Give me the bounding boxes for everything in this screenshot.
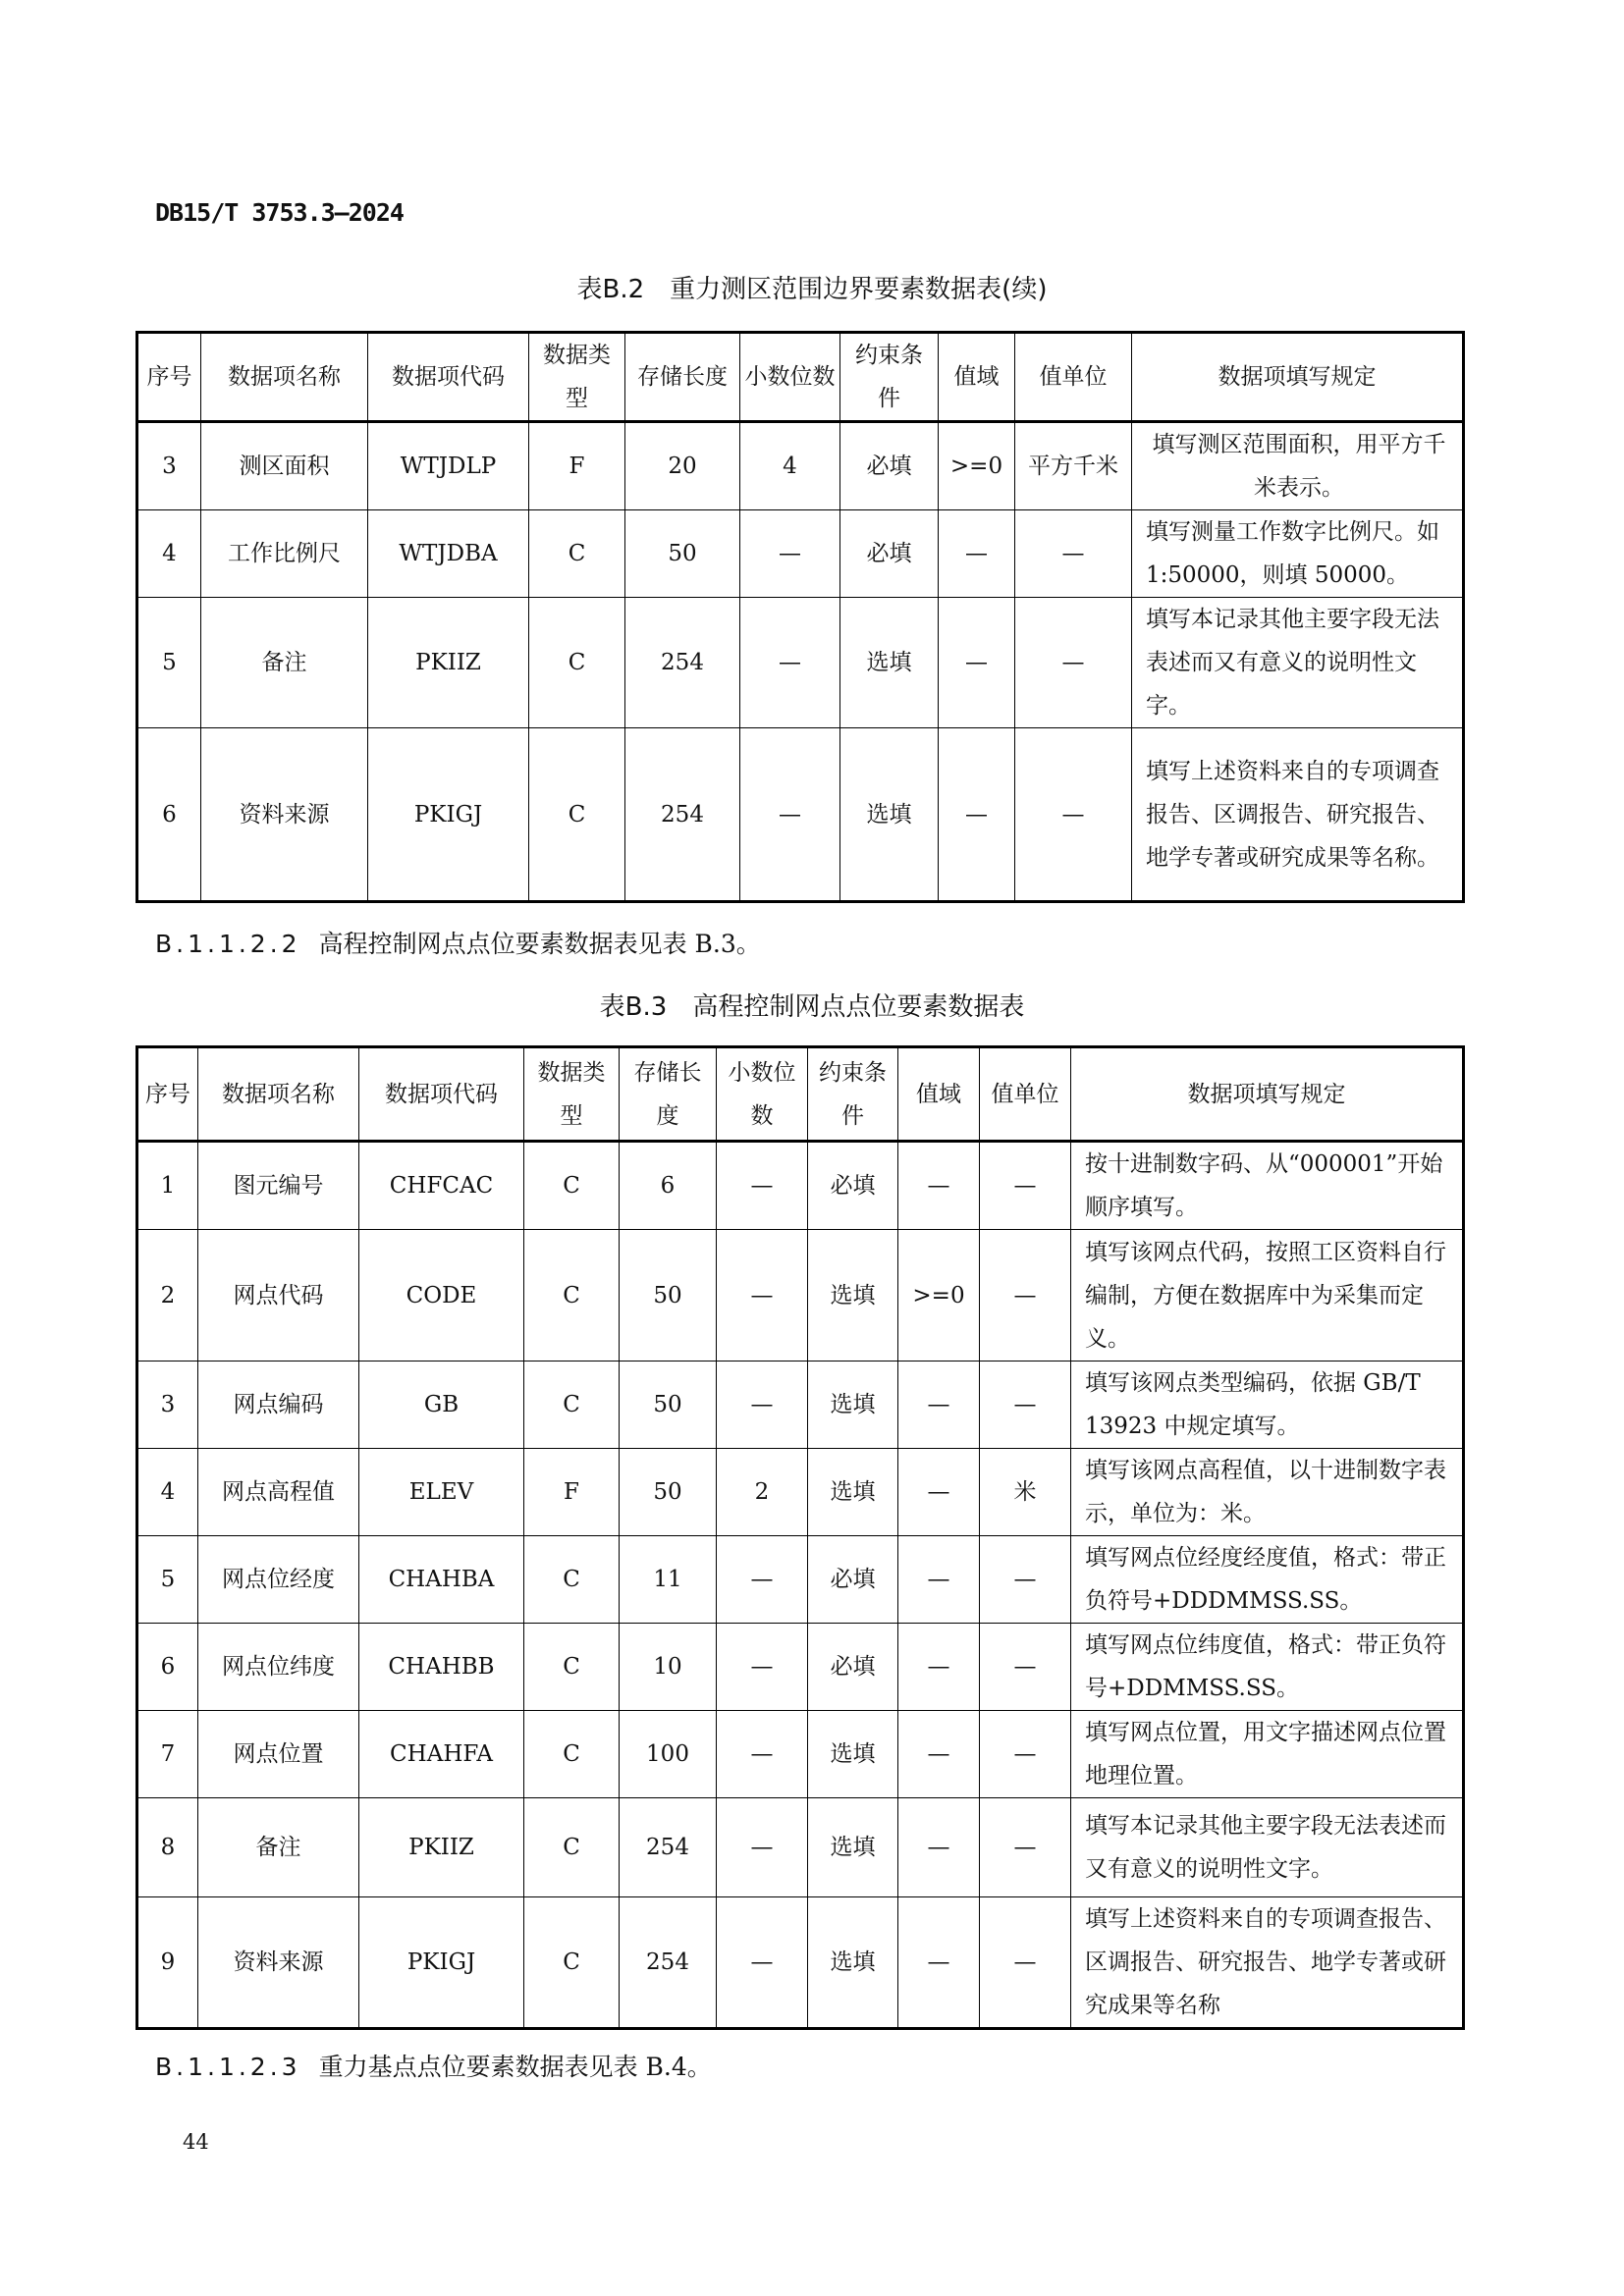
table-cell: 备注	[198, 1798, 359, 1897]
table-cell: 254	[620, 1798, 717, 1897]
table-cell: 填写该网点高程值，以十进制数字表示，单位为：米。	[1071, 1449, 1464, 1536]
table-cell: 254	[625, 728, 740, 902]
table-cell: 网点编码	[198, 1362, 359, 1449]
table-cell: —	[740, 598, 840, 728]
table-cell: —	[980, 1624, 1071, 1711]
table-cell: 填写该网点代码，按照工区资料自行编制，方便在数据库中为采集而定义。	[1071, 1230, 1464, 1362]
table-cell: —	[980, 1711, 1071, 1798]
table-cell: >=0	[939, 422, 1015, 510]
table-cell: 50	[620, 1362, 717, 1449]
table-cell: 备注	[201, 598, 368, 728]
table-cell: 必填	[808, 1142, 898, 1230]
table-cell: 填写本记录其他主要字段无法表述而又有意义的说明性文字。	[1132, 598, 1464, 728]
section-number: B.1.1.2.2	[155, 930, 301, 958]
column-header: 数据项代码	[359, 1047, 524, 1142]
column-header: 约束条件	[808, 1047, 898, 1142]
table-cell: 2	[137, 1230, 198, 1362]
column-header: 数据项填写规定	[1071, 1047, 1464, 1142]
column-header: 存储长度	[620, 1047, 717, 1142]
table-cell: 必填	[840, 510, 939, 598]
table-cell: —	[980, 1142, 1071, 1230]
table-cell: —	[717, 1362, 808, 1449]
table-cell: —	[717, 1624, 808, 1711]
table-cell: C	[529, 728, 625, 902]
table-cell: 254	[625, 598, 740, 728]
table-cell: 100	[620, 1711, 717, 1798]
table-cell: 填写测量工作数字比例尺。如 1:50000，则填 50000。	[1132, 510, 1464, 598]
table-header-row	[137, 333, 1464, 422]
table-cell: —	[898, 1449, 980, 1536]
table-cell: —	[717, 1142, 808, 1230]
table-cell: CHAHBB	[359, 1624, 524, 1711]
table-cell: 米	[980, 1449, 1071, 1536]
table-cell: CODE	[359, 1230, 524, 1362]
table-row	[137, 1711, 1464, 1798]
table-cell: —	[980, 1362, 1071, 1449]
table-cell: 必填	[808, 1536, 898, 1624]
table-row	[137, 1798, 1464, 1897]
table-row	[137, 510, 1464, 598]
table-cell: ELEV	[359, 1449, 524, 1536]
table-cell: 254	[620, 1897, 717, 2029]
column-header: 数据项填写规定	[1132, 333, 1464, 422]
table-cell: 选填	[808, 1897, 898, 2029]
table-cell: C	[529, 510, 625, 598]
table-cell: —	[939, 728, 1015, 902]
table-cell: 6	[137, 1624, 198, 1711]
table-cell: C	[524, 1897, 620, 2029]
column-header: 约束条件	[840, 333, 939, 422]
column-header: 序号	[137, 1047, 198, 1142]
section-text: 高程控制网点点位要素数据表见表 B.3。	[318, 930, 761, 958]
table-cell: 10	[620, 1624, 717, 1711]
table-cell: 8	[137, 1798, 198, 1897]
table-cell: 填写上述资料来自的专项调查报告、区调报告、研究报告、地学专著或研究成果等名称。	[1132, 728, 1464, 902]
table-cell: 资料来源	[198, 1897, 359, 2029]
table-cell: —	[717, 1536, 808, 1624]
table-cell: >=0	[898, 1230, 980, 1362]
table-cell: 50	[625, 510, 740, 598]
table-cell: —	[980, 1230, 1071, 1362]
table-cell: —	[717, 1711, 808, 1798]
table-cell: 9	[137, 1897, 198, 2029]
table-cell: —	[939, 598, 1015, 728]
table-cell: 网点位经度	[198, 1536, 359, 1624]
column-header: 数据类型	[529, 333, 625, 422]
table-row	[137, 1536, 1464, 1624]
table-row	[137, 422, 1464, 510]
column-header: 小数位数	[740, 333, 840, 422]
table-row	[137, 1897, 1464, 2029]
page-number: 44	[183, 2130, 209, 2154]
table-cell: 选填	[840, 728, 939, 902]
column-header: 数据项名称	[201, 333, 368, 422]
table-b2-caption: 表B.2 重力测区范围边界要素数据表(续)	[576, 275, 1048, 304]
table-cell: 选填	[808, 1362, 898, 1449]
column-header: 值单位	[980, 1047, 1071, 1142]
table-cell: —	[717, 1897, 808, 2029]
table-cell: 2	[717, 1449, 808, 1536]
table-cell: F	[529, 422, 625, 510]
table-cell: 7	[137, 1711, 198, 1798]
table-cell: 平方千米	[1015, 422, 1132, 510]
table-row	[137, 1142, 1464, 1230]
table-cell: PKIGJ	[368, 728, 529, 902]
table-cell: 网点高程值	[198, 1449, 359, 1536]
table-cell: 5	[137, 598, 201, 728]
table-cell: 网点位置	[198, 1711, 359, 1798]
table-cell: 50	[620, 1449, 717, 1536]
column-header: 值单位	[1015, 333, 1132, 422]
table-b2	[135, 331, 1465, 903]
table-cell: C	[524, 1230, 620, 1362]
table-cell: 50	[620, 1230, 717, 1362]
table-cell: CHAHFA	[359, 1711, 524, 1798]
table-cell: 20	[625, 422, 740, 510]
table-cell: —	[980, 1798, 1071, 1897]
table-cell: C	[524, 1362, 620, 1449]
table-row	[137, 1362, 1464, 1449]
table-cell: 填写上述资料来自的专项调查报告、区调报告、研究报告、地学专著或研究成果等名称	[1071, 1897, 1464, 2029]
table-cell: —	[980, 1536, 1071, 1624]
section-number: B.1.1.2.3	[155, 2053, 301, 2081]
table-cell: 填写网点位经度经度值，格式：带正负符号+DDDMMSS.SS。	[1071, 1536, 1464, 1624]
table-row	[137, 1624, 1464, 1711]
table-cell: —	[898, 1798, 980, 1897]
table-cell: —	[717, 1798, 808, 1897]
document-id: DB15/T 3753.3—2024	[155, 198, 404, 227]
table-cell: CHFCAC	[359, 1142, 524, 1230]
table-cell: —	[898, 1536, 980, 1624]
column-header: 数据项代码	[368, 333, 529, 422]
table-cell: 5	[137, 1536, 198, 1624]
table-cell: F	[524, 1449, 620, 1536]
column-header: 序号	[137, 333, 201, 422]
table-cell: —	[898, 1711, 980, 1798]
table-cell: —	[898, 1142, 980, 1230]
table-row	[137, 1449, 1464, 1536]
table-cell: 4	[740, 422, 840, 510]
table-cell: —	[1015, 598, 1132, 728]
table-cell: 网点代码	[198, 1230, 359, 1362]
table-cell: 必填	[808, 1624, 898, 1711]
table-cell: 按十进制数字码、从“000001”开始顺序填写。	[1071, 1142, 1464, 1230]
table-cell: 填写该网点类型编码，依据 GB/T 13923 中规定填写。	[1071, 1362, 1464, 1449]
table-row	[137, 1230, 1464, 1362]
table-cell: 11	[620, 1536, 717, 1624]
table-cell: C	[524, 1798, 620, 1897]
table-cell: 选填	[840, 598, 939, 728]
section-paragraph	[155, 925, 761, 960]
table-cell: C	[524, 1711, 620, 1798]
section-text: 重力基点点位要素数据表见表 B.4。	[318, 2053, 712, 2081]
table-cell: WTJDLP	[368, 422, 529, 510]
column-header: 数据项名称	[198, 1047, 359, 1142]
table-cell: —	[980, 1897, 1071, 2029]
table-cell: C	[524, 1536, 620, 1624]
table-cell: 选填	[808, 1711, 898, 1798]
table-cell: —	[939, 510, 1015, 598]
column-header: 数据类型	[524, 1047, 620, 1142]
table-cell: C	[529, 598, 625, 728]
table-cell: PKIGJ	[359, 1897, 524, 2029]
table-cell: 6	[137, 728, 201, 902]
table-cell: —	[898, 1362, 980, 1449]
table-cell: 4	[137, 510, 201, 598]
table-cell: 工作比例尺	[201, 510, 368, 598]
table-cell: —	[898, 1897, 980, 2029]
table-cell: 网点位纬度	[198, 1624, 359, 1711]
table-header-row	[137, 1047, 1464, 1142]
table-cell: 6	[620, 1142, 717, 1230]
column-header: 值域	[898, 1047, 980, 1142]
table-b3-caption: 表B.3 高程控制网点点位要素数据表	[599, 992, 1025, 1022]
table-cell: 填写测区范围面积，用平方千米表示。	[1132, 422, 1464, 510]
table-cell: —	[1015, 510, 1132, 598]
table-cell: 选填	[808, 1798, 898, 1897]
table-cell: 填写网点位纬度值，格式：带正负符号+DDMMSS.SS。	[1071, 1624, 1464, 1711]
table-cell: 3	[137, 422, 201, 510]
table-cell: 必填	[840, 422, 939, 510]
column-header: 小数位数	[717, 1047, 808, 1142]
table-cell: PKIIZ	[359, 1798, 524, 1897]
table-cell: —	[740, 728, 840, 902]
section-paragraph	[155, 2048, 712, 2083]
table-b3	[135, 1045, 1465, 2030]
table-cell: 资料来源	[201, 728, 368, 902]
table-cell: 选填	[808, 1449, 898, 1536]
table-cell: 测区面积	[201, 422, 368, 510]
table-cell: —	[740, 510, 840, 598]
table-cell: 选填	[808, 1230, 898, 1362]
table-row	[137, 728, 1464, 902]
table-cell: WTJDBA	[368, 510, 529, 598]
table-cell: 填写网点位置，用文字描述网点位置地理位置。	[1071, 1711, 1464, 1798]
table-cell: 图元编号	[198, 1142, 359, 1230]
table-cell: 4	[137, 1449, 198, 1536]
table-cell: —	[898, 1624, 980, 1711]
table-cell: 1	[137, 1142, 198, 1230]
table-cell: —	[1015, 728, 1132, 902]
table-cell: C	[524, 1624, 620, 1711]
column-header: 值域	[939, 333, 1015, 422]
table-cell: 3	[137, 1362, 198, 1449]
table-cell: PKIIZ	[368, 598, 529, 728]
table-cell: CHAHBA	[359, 1536, 524, 1624]
table-row	[137, 598, 1464, 728]
table-cell: —	[717, 1230, 808, 1362]
column-header: 存储长度	[625, 333, 740, 422]
table-cell: GB	[359, 1362, 524, 1449]
table-cell: 填写本记录其他主要字段无法表述而又有意义的说明性文字。	[1071, 1798, 1464, 1897]
table-cell: C	[524, 1142, 620, 1230]
